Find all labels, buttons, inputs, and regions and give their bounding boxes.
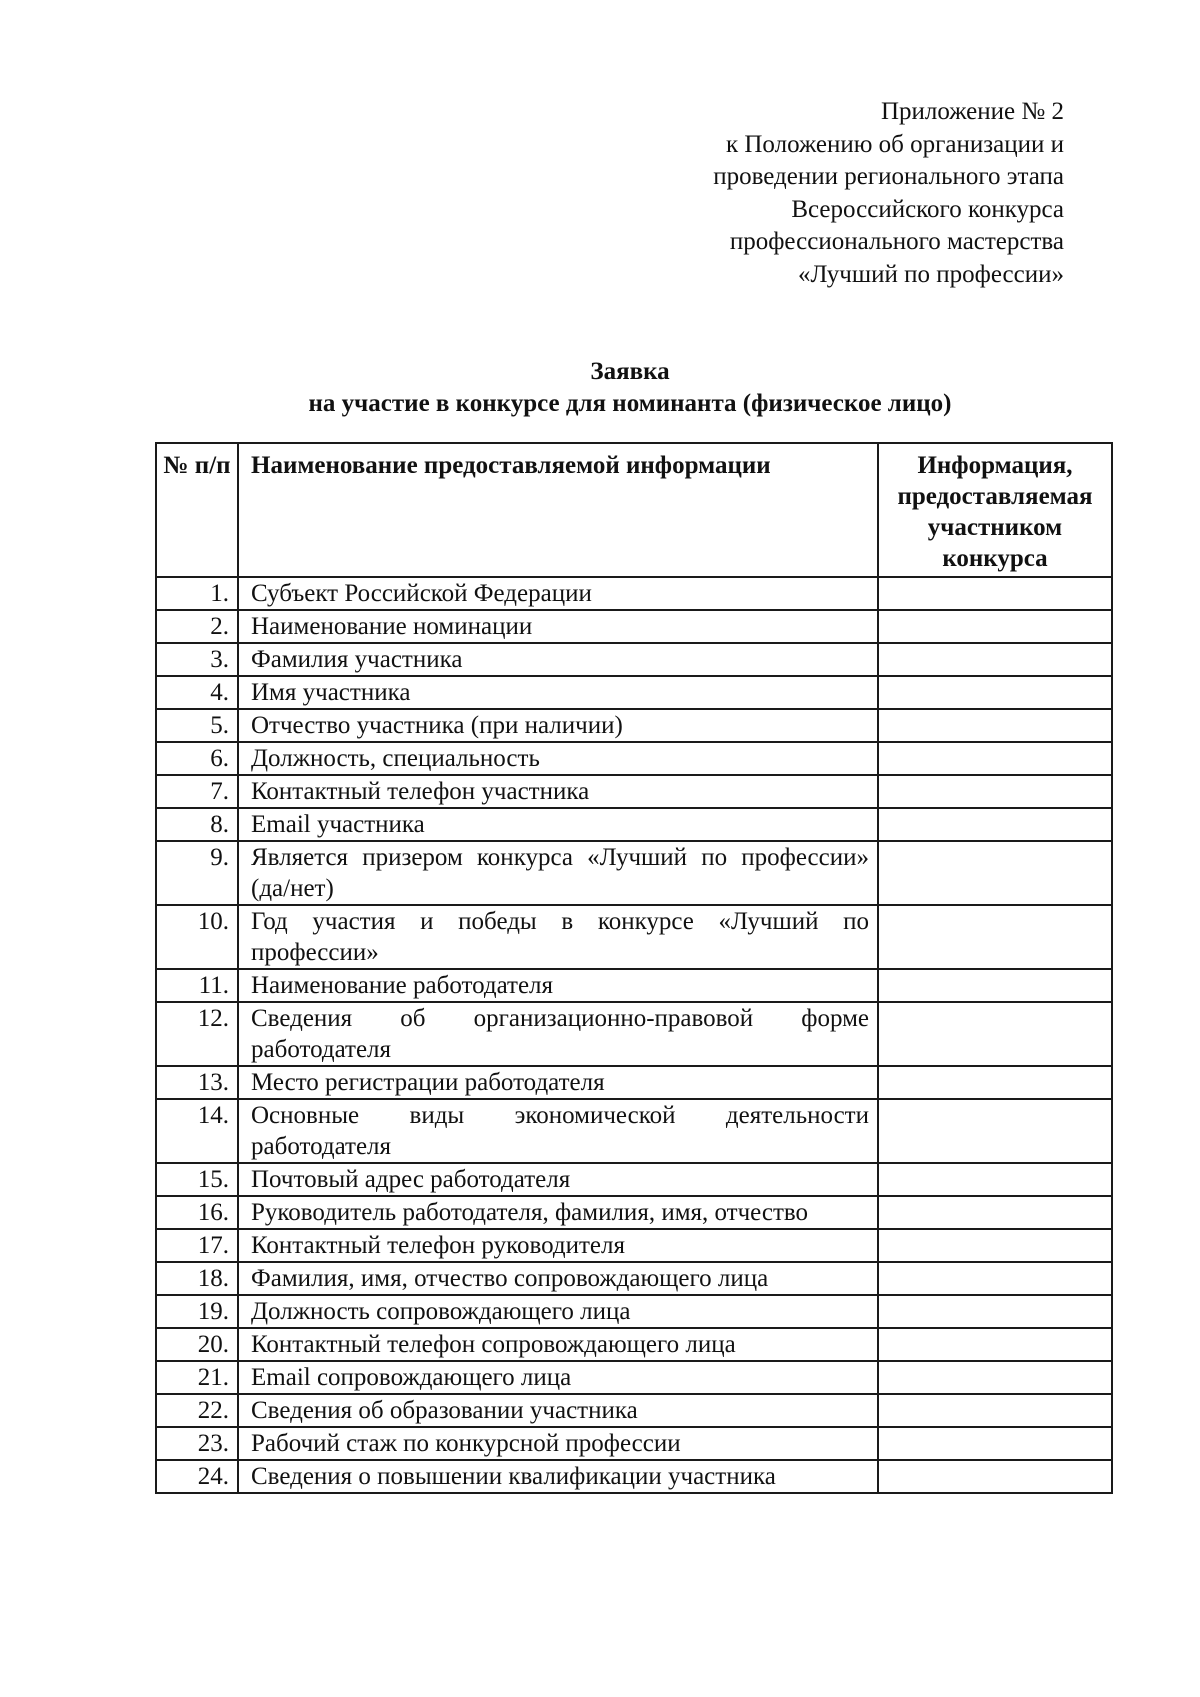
row-value-field[interactable] bbox=[878, 643, 1112, 676]
table-row bbox=[156, 1196, 1112, 1229]
appendix-line: Всероссийского конкурса bbox=[791, 195, 1064, 223]
row-number: 24. bbox=[156, 1460, 238, 1493]
row-number: 12. bbox=[156, 1002, 238, 1066]
row-number: 8. bbox=[156, 808, 238, 841]
row-number: 20. bbox=[156, 1328, 238, 1361]
row-value-field[interactable] bbox=[878, 1460, 1112, 1493]
appendix-line: проведении регионального этапа bbox=[713, 163, 1064, 190]
row-value-field[interactable] bbox=[878, 1196, 1112, 1229]
appendix-line: Приложение № 2 bbox=[880, 98, 1064, 125]
row-value-field[interactable] bbox=[878, 1295, 1112, 1328]
row-value-field[interactable] bbox=[878, 1262, 1112, 1295]
appendix-header bbox=[504, 96, 1064, 291]
row-label: Должность сопровождающего лица bbox=[238, 1295, 878, 1328]
row-label: Год участия и победы в конкурсе «Лучший по профессии» bbox=[238, 905, 878, 969]
table-row bbox=[156, 676, 1112, 709]
row-label: Должность, специальность bbox=[238, 742, 878, 775]
row-number: 18. bbox=[156, 1262, 238, 1295]
row-label: Контактный телефон руководителя bbox=[238, 1229, 878, 1262]
row-label: Субъект Российской Федерации bbox=[238, 577, 878, 610]
row-value-field[interactable] bbox=[878, 1002, 1112, 1066]
row-label: Рабочий стаж по конкурсной профессии bbox=[238, 1427, 878, 1460]
table-body bbox=[156, 577, 1112, 1493]
header-number: № п/п bbox=[156, 443, 238, 577]
table-header-row bbox=[156, 443, 1112, 577]
row-value-field[interactable] bbox=[878, 577, 1112, 610]
row-value-field[interactable] bbox=[878, 1099, 1112, 1163]
row-number: 10. bbox=[156, 905, 238, 969]
row-number: 9. bbox=[156, 841, 238, 905]
row-label: Основные виды экономической деятельности работодателя bbox=[238, 1099, 878, 1163]
title-line-2: на участие в конкурсе для номинанта (физическое лицо) bbox=[308, 390, 952, 417]
table-row bbox=[156, 841, 1112, 905]
row-number: 14. bbox=[156, 1099, 238, 1163]
row-number: 19. bbox=[156, 1295, 238, 1328]
row-label: Сведения о повышении квалификации участника bbox=[238, 1460, 878, 1493]
row-number: 11. bbox=[156, 969, 238, 1002]
row-label: Контактный телефон участника bbox=[238, 775, 878, 808]
row-label: Сведения об образовании участника bbox=[238, 1394, 878, 1427]
table-row bbox=[156, 1099, 1112, 1163]
header-info-name: Наименование предоставляемой информации bbox=[238, 443, 878, 577]
row-value-field[interactable] bbox=[878, 808, 1112, 841]
row-value-field[interactable] bbox=[878, 709, 1112, 742]
row-value-field[interactable] bbox=[878, 841, 1112, 905]
table-row bbox=[156, 1394, 1112, 1427]
row-number: 16. bbox=[156, 1196, 238, 1229]
row-label: Имя участника bbox=[238, 676, 878, 709]
row-number: 5. bbox=[156, 709, 238, 742]
document-title bbox=[150, 356, 1110, 420]
row-number: 3. bbox=[156, 643, 238, 676]
row-number: 6. bbox=[156, 742, 238, 775]
row-label: Сведения об организационно-правовой форме работодателя bbox=[238, 1002, 878, 1066]
row-value-field[interactable] bbox=[878, 1229, 1112, 1262]
header-info-value: Информация, предоставляемая участником конкурса bbox=[878, 443, 1112, 577]
row-label: Email сопровождающего лица bbox=[238, 1361, 878, 1394]
table-row bbox=[156, 742, 1112, 775]
row-value-field[interactable] bbox=[878, 1066, 1112, 1099]
table-row bbox=[156, 1460, 1112, 1493]
row-number: 7. bbox=[156, 775, 238, 808]
row-number: 17. bbox=[156, 1229, 238, 1262]
row-value-field[interactable] bbox=[878, 1328, 1112, 1361]
table-row bbox=[156, 1066, 1112, 1099]
row-number: 15. bbox=[156, 1163, 238, 1196]
table-row bbox=[156, 1262, 1112, 1295]
row-number: 23. bbox=[156, 1427, 238, 1460]
row-label: Наименование работодателя bbox=[238, 969, 878, 1002]
table-row bbox=[156, 709, 1112, 742]
title-line-1: Заявка bbox=[590, 358, 670, 385]
table-row bbox=[156, 643, 1112, 676]
row-number: 21. bbox=[156, 1361, 238, 1394]
row-label: Почтовый адрес работодателя bbox=[238, 1163, 878, 1196]
row-label: Email участника bbox=[238, 808, 878, 841]
row-label: Наименование номинации bbox=[238, 610, 878, 643]
row-label: Является призером конкурса «Лучший по профессии» (да/нет) bbox=[238, 841, 878, 905]
row-value-field[interactable] bbox=[878, 1163, 1112, 1196]
appendix-line: профессионального мастерства bbox=[729, 228, 1064, 255]
row-label: Отчество участника (при наличии) bbox=[238, 709, 878, 742]
row-value-field[interactable] bbox=[878, 775, 1112, 808]
table-row bbox=[156, 969, 1112, 1002]
row-value-field[interactable] bbox=[878, 610, 1112, 643]
row-value-field[interactable] bbox=[878, 742, 1112, 775]
row-label: Руководитель работодателя, фамилия, имя, отчество bbox=[238, 1196, 878, 1229]
row-value-field[interactable] bbox=[878, 969, 1112, 1002]
table-row bbox=[156, 1229, 1112, 1262]
appendix-line: «Лучший по профессии» bbox=[797, 260, 1064, 288]
application-table bbox=[155, 442, 1113, 1494]
table-row bbox=[156, 1361, 1112, 1394]
table-row bbox=[156, 775, 1112, 808]
row-value-field[interactable] bbox=[878, 1427, 1112, 1460]
row-value-field[interactable] bbox=[878, 1361, 1112, 1394]
row-number: 22. bbox=[156, 1394, 238, 1427]
table-row bbox=[156, 808, 1112, 841]
table-row bbox=[156, 1328, 1112, 1361]
row-number: 1. bbox=[156, 577, 238, 610]
row-number: 4. bbox=[156, 676, 238, 709]
table-row bbox=[156, 905, 1112, 969]
row-value-field[interactable] bbox=[878, 1394, 1112, 1427]
table-row bbox=[156, 577, 1112, 610]
row-number: 2. bbox=[156, 610, 238, 643]
row-label: Место регистрации работодателя bbox=[238, 1066, 878, 1099]
appendix-line: к Положению об организации и bbox=[725, 130, 1064, 158]
row-label: Фамилия, имя, отчество сопровождающего лица bbox=[238, 1262, 878, 1295]
table-row bbox=[156, 1295, 1112, 1328]
row-value-field[interactable] bbox=[878, 676, 1112, 709]
table-row bbox=[156, 1163, 1112, 1196]
table-row bbox=[156, 1002, 1112, 1066]
table-row bbox=[156, 610, 1112, 643]
row-value-field[interactable] bbox=[878, 905, 1112, 969]
row-label: Контактный телефон сопровождающего лица bbox=[238, 1328, 878, 1361]
row-number: 13. bbox=[156, 1066, 238, 1099]
row-label: Фамилия участника bbox=[238, 643, 878, 676]
table-row bbox=[156, 1427, 1112, 1460]
